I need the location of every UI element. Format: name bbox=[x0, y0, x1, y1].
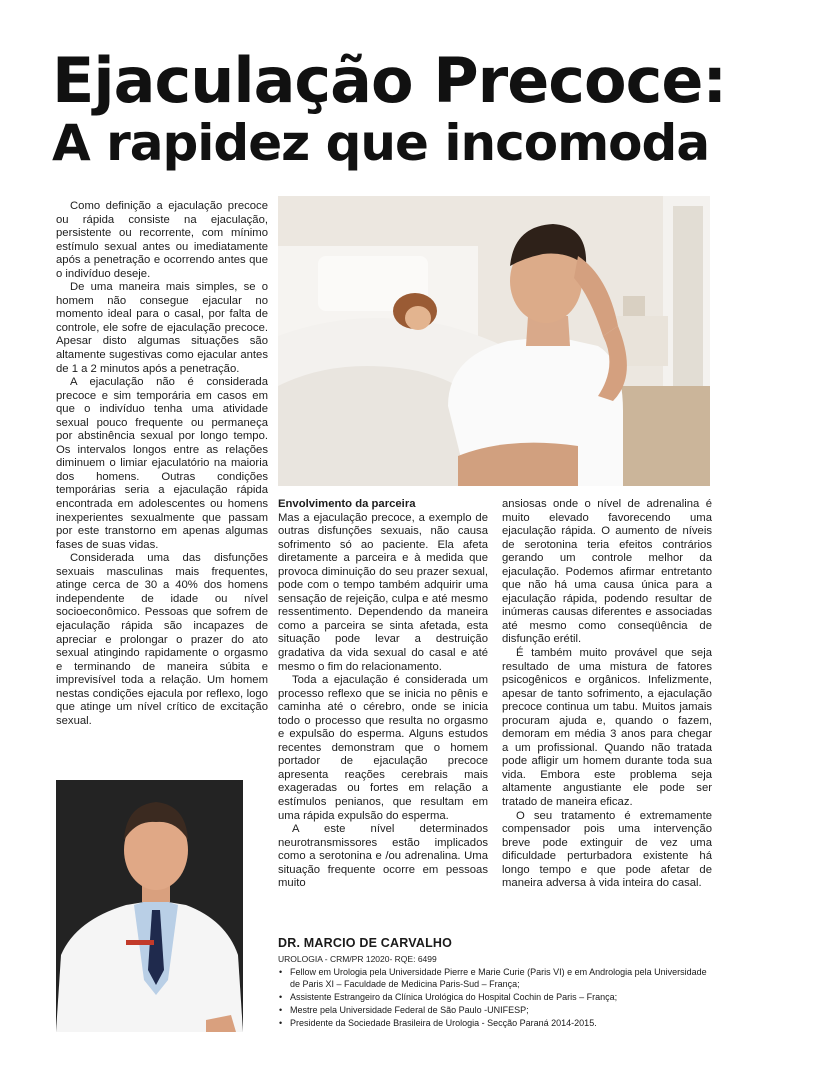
couple-illustration bbox=[278, 196, 710, 486]
doctor-portrait-photo bbox=[56, 780, 243, 1032]
credentials-list bbox=[278, 967, 718, 1029]
paragraph: A este nível determinados neurotransmissores estão implicados como a serotonina e /ou adrenalina. Uma situação frequente ocorre em pessoas muito bbox=[278, 823, 488, 890]
paragraph: É também muito provável que seja resultado de uma mistura de fatores psicogênicos e orgânicos. Infelizmente, apesar de tanto sofrimento, a ejaculação precoce continua um tabu. Muitos jamais procuram ajuda e, quando o fazem, demoram em média 3 anos para chegar a um profissional. Quando não tratada pode afligir um homem durante toda sua vida. Embora este problema seja altamente angustiante ele pode ser tratado de maneira eficaz. bbox=[502, 647, 712, 809]
couple-bed-photo bbox=[278, 196, 710, 486]
credential-item: • Mestre pela Universidade Federal de São Paulo -UNIFESP; bbox=[278, 1005, 718, 1017]
paragraph: Mas a ejaculação precoce, a exemplo de outras disfunções sexuais, não causa sofrimento só ao paciente. Ela afeta diretamente a parceira e à medida que provoca diminuição do seu prazer sexual, pode com o tempo também adquirir uma sensação de rejeição, culpa e até mesmo ressentimento. Dependendo da maneira como a parceira se sinta afetada, esta situação pode levar a destruição gradativa da vida sexual do casal e até mesmo o fim do relacionamento. bbox=[278, 511, 488, 673]
article-column-1 bbox=[56, 200, 268, 728]
doctor-illustration bbox=[56, 780, 243, 1032]
paragraph: Toda a ejaculação é considerada um processo reflexo que se inicia no pênis e caminha até o cérebro, onde se inicia todo o processo que resulta no orgasmo e expulsão do esperma. Alguns estudos recentes demonstram que o homem portador de ejaculação precoce apresenta reações cerebrais mais exageradas ou fortes em relação a estímulos penianos, que resultam em uma rápida expulsão do esperma. bbox=[278, 674, 488, 822]
credential-item: • Fellow em Urologia pela Universidade Pierre e Marie Curie (Paris VI) e em Andrologia pela Universidade de Paris XI – Faculdade de Medicina Paris-Sud – França; bbox=[278, 967, 718, 990]
paragraph: ansiosas onde o nível de adrenalina é muito elevado favorecendo uma ejaculação rápida. O aumento de níveis de serotonina teria efeitos contrários gerando um controle melhor da ejaculação. Podemos afirmar entretanto que não há uma causa única para a ejaculação rápida, podendo resultar de inúmeras causas diferentes e associadas até mesmo como conseqüência de disfunção erétil. bbox=[502, 498, 712, 646]
section-subheading: Envolvimento da parceira bbox=[278, 498, 416, 510]
author-registration: UROLOGIA - CRM/PR 12020- RQE: 6499 bbox=[278, 954, 437, 964]
article-column-3 bbox=[502, 498, 712, 891]
article-column-2 bbox=[278, 498, 488, 891]
headline-line-1: Ejaculação Precoce: bbox=[52, 44, 727, 117]
paragraph: A ejaculação não é considerada precoce e sim temporária em casos em que o indivíduo tenha uma atividade sexual pouco frequente ou permaneça por abstinência sexual por longo tempo. Os intervalos longos entre as relações diminuem o limiar ejaculatório na maioria dos homens. Outras condições temporárias seria a ejaculação rápida encontrada em adolescentes ou homens inexperientes sexualmente que passam por este transtorno em apenas algumas fases de suas vidas. bbox=[56, 376, 268, 551]
author-name: DR. MARCIO DE CARVALHO bbox=[278, 936, 453, 950]
paragraph: O seu tratamento é extremamente compensador pois uma intervenção breve pode extinguir de vez uma dificuldade perturbadora existente há longo tempo e que pode afetar de maneira adversa à vida inteira do casal. bbox=[502, 809, 712, 890]
credential-item: • Assistente Estrangeiro da Clínica Urológica do Hospital Cochin de Paris – França; bbox=[278, 992, 718, 1004]
paragraph: De uma maneira mais simples, se o homem não consegue ejacular no momento ideal para o casal, por falta de controle, ele sofre de ejaculação precoce. Apesar disto algumas situações são altamente sugestivas como ejacular antes de 1 a 2 minutos após a penetração. bbox=[56, 281, 268, 375]
credential-item: • Presidente da Sociedade Brasileira de Urologia - Secção Paraná 2014-2015. bbox=[278, 1018, 718, 1030]
author-block bbox=[278, 936, 718, 1031]
paragraph: Considerada uma das disfunções sexuais masculinas mais frequentes, atinge cerca de 30 a 40% dos homens independente de idade ou nível socioeconômico. Pessoas que sofrem de ejaculação rápida são incapazes de apreciar e prolongar o prazer do ato sexual atingindo rapidamente o orgasmo e terminando de maneira súbita e imprevisível toda a relação. Um homem nestas condições ejacula por reflexo, logo que atinge um nível crítico de excitação sexual. bbox=[56, 552, 268, 727]
paragraph: Como definição a ejaculação precoce ou rápida consiste na ejaculação, persistente ou recorrente, com mínimo estímulo sexual antes ou imediatamente após a penetração e ocorrendo antes que o indivíduo deseje. bbox=[56, 200, 268, 280]
headline-line-2: A rapidez que incomoda bbox=[52, 114, 710, 172]
